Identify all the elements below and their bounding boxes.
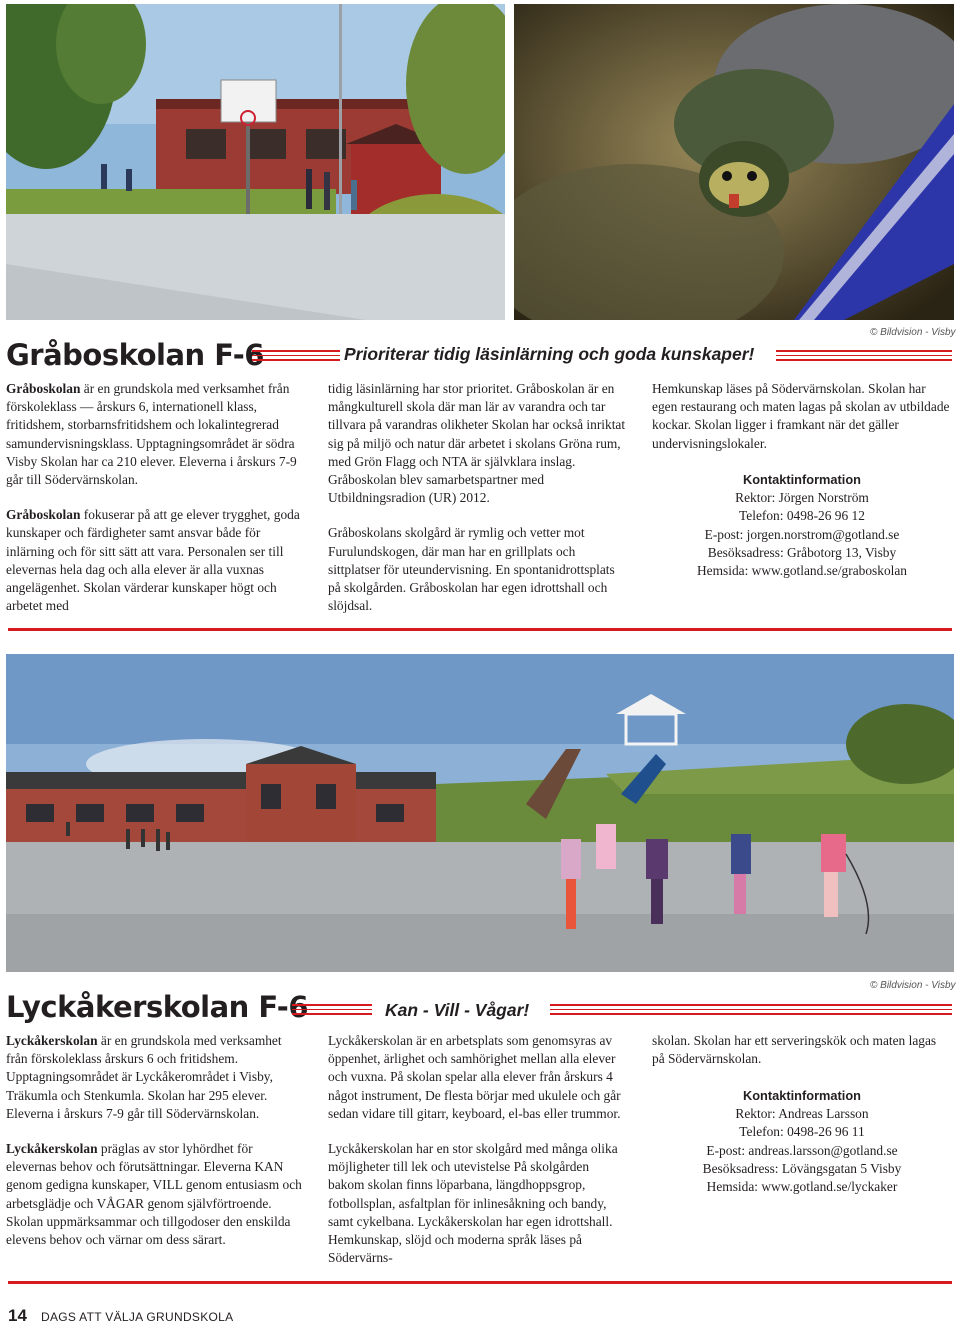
photo-credit-top: © Bildvision - Visby <box>870 327 956 338</box>
page-number: 14 <box>8 1306 27 1325</box>
contact-block-graboskolan <box>652 471 952 580</box>
contact-address: Besöksadress: Lövängsgatan 5 Visby <box>702 1160 902 1176</box>
footer-divider <box>8 1281 952 1284</box>
paragraph-text: fokuserar på att ge elever trygghet, goda kunskaper och färdigheter samt ansvar både för inlärning och för sitt sätt att vara. Personalen ser till elevernas hela dag och alla elever är alla vuxnas angelägenhet. Skolan värderar kunskaper högt och arbetet med <box>6 507 300 614</box>
title-rule-right <box>550 1004 952 1015</box>
paragraph-text: präglas av stor lyhördhet för elevernas behov och förutsättningar. Eleverna KAN genom gedigna kunskaper, VILL genom entusiasm och arbetsglädje och VÅGAR genom självförtroende. Skolan uppmärksammar och tillgodoser den enskilda elevens behov och värnar om dess särart. <box>6 1141 302 1248</box>
contact-rektor: Rektor: Andreas Larsson <box>735 1106 869 1122</box>
paragraph-text: är en grundskola med verksamhet från förskoleklass — årskurs 6, internationell klass, fritidshem, storbarnsfritidshem och lokalintegrerad samundervisningsklass. Upptagningsområdet är södra Visby Skolan har ca 210 elever. Eleverna i årskurs 7-9 går till Södervärnskolan. <box>6 381 297 488</box>
contact-heading: Kontaktinformation <box>742 472 861 487</box>
contact-address: Besöksadress: Gråbotorg 13, Visby <box>707 544 897 560</box>
paragraph <box>6 506 302 615</box>
contact-rektor: Rektor: Jörgen Norström <box>735 490 869 506</box>
paragraph: skolan. Skolan har ett serveringskök och maten lagas på Södervärnskolan. <box>652 1033 937 1067</box>
contact-web[interactable]: Hemsida: www.gotland.se/lyckaker <box>706 1179 898 1195</box>
contact-phone: Telefon: 0498-26 96 11 <box>739 1124 865 1140</box>
school-name-bold: Lyckåkerskolan <box>6 1033 98 1048</box>
gra-school-photo <box>6 4 505 320</box>
lyckakerskolan-column-1 <box>6 1032 302 1266</box>
slogan-graboskolan: Prioriterar tidig läsinlärning och goda kunskaper! <box>344 344 755 364</box>
contact-block-lyckakerskolan <box>652 1087 952 1196</box>
photo-credit-bottom: © Bildvision - Visby <box>870 980 956 991</box>
turtle-photo <box>514 4 954 320</box>
graboskolan-column-3 <box>652 380 952 470</box>
publication-title: DAGS ATT VÄLJA GRUNDSKOLA <box>41 1310 234 1324</box>
school-title-graboskolan: Gråboskolan F-6 <box>6 338 264 372</box>
paragraph <box>6 1032 302 1123</box>
paragraph: Gråboskolans skolgård är rymlig och vetter mot Furulundskogen, där man har en grillplats och sittplatser för uteundervisning. En spontanidrottsplats på skolgården. Gråboskolan har egen idrottshall och slöjdsal. <box>328 525 615 614</box>
title-rule-left <box>252 350 340 361</box>
contact-phone: Telefon: 0498-26 96 12 <box>739 508 865 524</box>
contact-email[interactable]: E-post: jorgen.norstrom@gotland.se <box>704 526 900 542</box>
school-name-bold: Gråboskolan <box>6 381 81 396</box>
paragraph <box>6 1140 302 1249</box>
slogan-lyckakerskolan: Kan - Vill - Vågar! <box>385 1000 530 1020</box>
paragraph-text: är en grundskola med verksamhet från förskoleklass årskurs 6 och fritidshem. Upptagningsområdet är Lyckåkerområdet i Visby, Träkumla och Stenkumla. Skolan har 295 elever. Eleverna i årskurs 7-9 går till Södervärnskolan. <box>6 1033 282 1121</box>
contact-email[interactable]: E-post: andreas.larsson@gotland.se <box>706 1142 898 1158</box>
contact-heading: Kontaktinformation <box>742 1088 861 1103</box>
school-title-lyckakerskolan: Lyckåkerskolan F-6 <box>6 990 309 1024</box>
paragraph <box>6 380 302 489</box>
title-rule-left <box>292 1004 372 1015</box>
paragraph: Lyckåkerskolan är en arbetsplats som genomsyras av öppenhet, ärlighet och samhörighet mellan alla elever och vuxna. På skolan spelar alla elever från årskurs 4 något instrument, De flesta börjar med ukulele och går sedan vidare till gitarr, keyboard, el-bas eller trummor. <box>328 1033 621 1121</box>
graboskolan-column-1 <box>6 380 302 632</box>
lyckakerskolan-photo <box>6 654 954 972</box>
paragraph: Hemkunskap läses på Södervärnskolan. Skolan har egen restaurang och maten lagas på skolan av utbildade kockar. Skolan ligger i framkant när det gäller undervisningslokaler. <box>652 381 950 451</box>
graboskolan-column-2 <box>328 380 628 632</box>
school-name-bold: Gråboskolan <box>6 507 81 523</box>
contact-web[interactable]: Hemsida: www.gotland.se/graboskolan <box>697 563 907 579</box>
lyckakerskolan-column-3 <box>652 1032 952 1085</box>
title-rule-right <box>776 350 952 361</box>
section-divider <box>8 628 952 631</box>
lyckakerskolan-column-2 <box>328 1032 628 1284</box>
paragraph: Lyckåkerskolan har en stor skolgård med många olika möjligheter till lek och utevistelse På skolgården bakom skolan finns löparbana, längdhoppsgrop, fotbollsplan, asfaltplan för inlinesåkning och bandy, samt cykelbana. Lyckåkerskolan har egen idrottshall. Hemkunskap, slöjd och moderna språk läses på Södervärns- <box>328 1141 618 1266</box>
paragraph: tidig läsinlärning har stor prioritet. Gråboskolan är en mångkulturell skola där man lär av varandra och tar tillvara på varandras olikheter Skolan har också inriktat sig på miljö och natur där arbetet i skolans Gröna rum, med Grön Flagg och NTA är självklara inslag. Gråboskolan blev samarbetspartner med Utbildningsradion (UR) 2012. <box>328 381 626 506</box>
school-name-bold: Lyckåkerskolan <box>6 1141 98 1157</box>
